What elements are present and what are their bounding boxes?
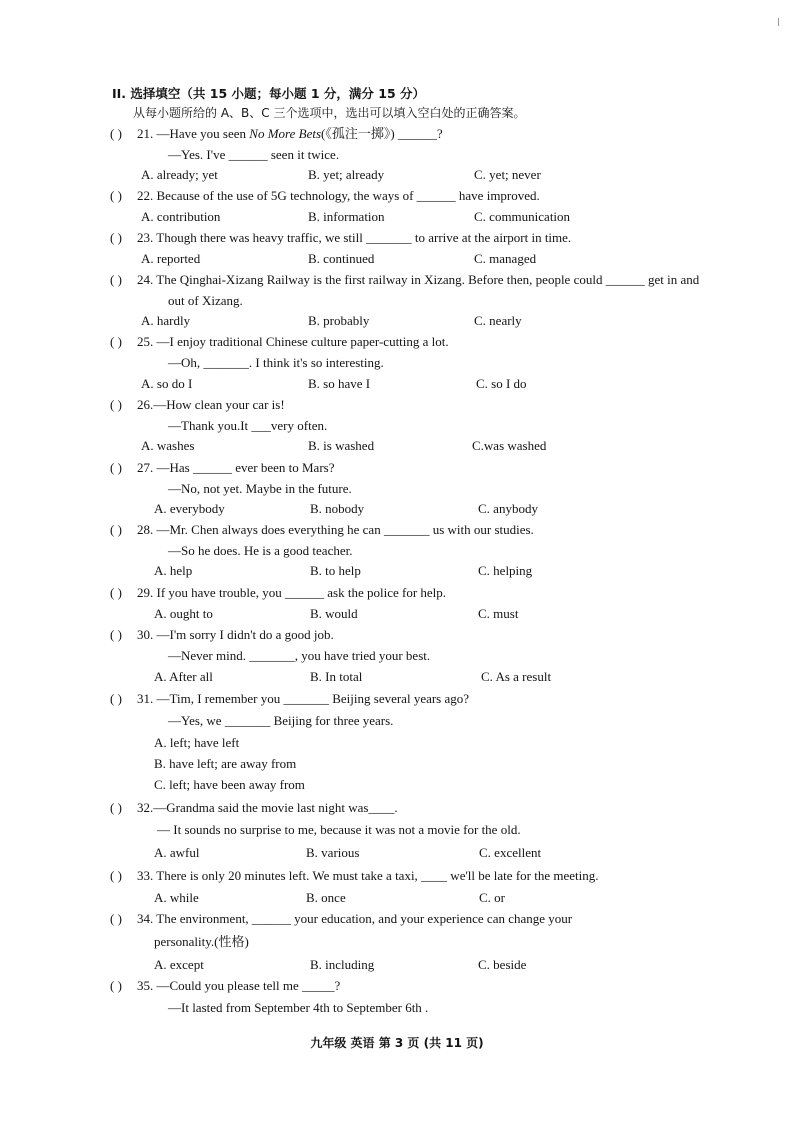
question-stem: 25. —I enjoy traditional Chinese culture paper-cutting a lot.	[137, 334, 449, 349]
answer-blank[interactable]: ( )	[110, 911, 122, 926]
answer-blank[interactable]: ( )	[110, 585, 122, 600]
option-b[interactable]: B. have left; are away from	[154, 756, 297, 771]
question-reply: — It sounds no surprise to me, because it was not a movie for the old.	[157, 822, 521, 837]
question-stem-cont: personality.(性格)	[154, 934, 249, 949]
question-reply: —It lasted from September 4th to September 6th .	[168, 1000, 429, 1015]
option-c[interactable]: C. beside	[478, 957, 527, 972]
answer-blank[interactable]: ( )	[110, 272, 122, 287]
question-stem: 34. The environment, ______ your education, and your experience can change your	[137, 911, 573, 926]
corner-mark	[778, 18, 779, 26]
option-c[interactable]: C. excellent	[479, 845, 542, 860]
question-reply: —Oh, _______. I think it's so interesting.	[168, 355, 384, 370]
stem-text: 21. —Have you seen	[137, 126, 250, 141]
option-a[interactable]: A. hardly	[141, 313, 191, 328]
question-stem: 26.—How clean your car is!	[137, 397, 285, 412]
option-c[interactable]: C. so I do	[476, 376, 527, 391]
option-c[interactable]: C. communication	[474, 209, 571, 224]
question-reply: —Never mind. _______, you have tried your best.	[168, 648, 431, 663]
question-reply: —Yes, we _______ Beijing for three years.	[168, 713, 394, 728]
option-a[interactable]: A. After all	[154, 669, 213, 684]
section-heading: II. 选择填空（共 15 小题；每小题 1 分，满分 15 分）	[112, 86, 426, 101]
option-b[interactable]: B. yet; already	[308, 167, 385, 182]
option-a[interactable]: A. reported	[141, 251, 201, 266]
option-b[interactable]: B. so have I	[308, 376, 371, 391]
answer-blank[interactable]: ( )	[110, 334, 122, 349]
option-a[interactable]: A. ought to	[154, 606, 213, 621]
answer-blank[interactable]: ( )	[110, 868, 122, 883]
question-reply: —Yes. I've ______ seen it twice.	[168, 147, 340, 162]
option-c[interactable]: C. yet; never	[474, 167, 541, 182]
option-b[interactable]: B. In total	[310, 669, 363, 684]
option-a[interactable]: A. washes	[141, 438, 195, 453]
option-b[interactable]: B. is washed	[308, 438, 375, 453]
answer-blank[interactable]: ( )	[110, 800, 122, 815]
option-b[interactable]: B. including	[310, 957, 375, 972]
option-a[interactable]: A. contribution	[141, 209, 221, 224]
question-stem: 32.—Grandma said the movie last night was____.	[137, 800, 398, 815]
option-a[interactable]: A. except	[154, 957, 204, 972]
question-stem: 22. Because of the use of 5G technology, the ways of ______ have improved.	[137, 188, 540, 203]
option-c[interactable]: C. managed	[474, 251, 537, 266]
option-b[interactable]: B. probably	[308, 313, 370, 328]
option-a[interactable]: A. left; have left	[154, 735, 240, 750]
answer-blank[interactable]: ( )	[110, 691, 122, 706]
question-stem: 23. Though there was heavy traffic, we still _______ to arrive at the airport in time.	[137, 230, 572, 245]
question-stem-cont: out of Xizang.	[168, 293, 243, 308]
question-stem: 28. —Mr. Chen always does everything he can _______ us with our studies.	[137, 522, 534, 537]
question-stem: 27. —Has ______ ever been to Mars?	[137, 460, 335, 475]
option-c[interactable]: C.was washed	[472, 438, 547, 453]
option-a[interactable]: A. everybody	[154, 501, 225, 516]
option-a[interactable]: A. so do I	[141, 376, 193, 391]
question-stem: 33. There is only 20 minutes left. We must take a taxi, ____ we'll be late for the meeting.	[137, 868, 599, 883]
answer-blank[interactable]: ( )	[110, 978, 122, 993]
option-c[interactable]: C. must	[478, 606, 519, 621]
movie-title: No More Bets	[249, 126, 322, 141]
option-c[interactable]: C. left; have been away from	[154, 777, 305, 792]
option-c[interactable]: C. nearly	[474, 313, 522, 328]
section-instruction: 从每小题所给的 A、B、C 三个选项中，选出可以填入空白处的正确答案。	[133, 106, 526, 120]
answer-blank[interactable]: ( )	[110, 188, 122, 203]
question-stem: 31. —Tim, I remember you _______ Beijing several years ago?	[137, 691, 470, 706]
question-stem: 29. If you have trouble, you ______ ask the police for help.	[137, 585, 447, 600]
question-stem: 30. —I'm sorry I didn't do a good job.	[137, 627, 334, 642]
option-c[interactable]: C. or	[479, 890, 505, 905]
answer-blank[interactable]: ( )	[110, 230, 122, 245]
answer-blank[interactable]: ( )	[110, 627, 122, 642]
option-b[interactable]: B. to help	[310, 563, 361, 578]
option-a[interactable]: A. while	[154, 890, 199, 905]
question-reply: —No, not yet. Maybe in the future.	[168, 481, 352, 496]
answer-blank[interactable]: ( )	[110, 522, 122, 537]
question-reply: —So he does. He is a good teacher.	[168, 543, 353, 558]
option-c[interactable]: C. As a result	[481, 669, 552, 684]
option-b[interactable]: B. would	[310, 606, 358, 621]
question-stem: 35. —Could you please tell me _____?	[137, 978, 341, 993]
option-c[interactable]: C. helping	[478, 563, 533, 578]
stem-text-rest: (《孤注一掷》) ______?	[321, 126, 443, 141]
answer-blank[interactable]: ( )	[110, 126, 122, 141]
option-b[interactable]: B. information	[308, 209, 385, 224]
option-a[interactable]: A. awful	[154, 845, 200, 860]
question-reply: —Thank you.It ___very often.	[168, 418, 328, 433]
page-footer: 九年级 英语 第 3 页 (共 11 页)	[310, 1036, 484, 1050]
option-c[interactable]: C. anybody	[478, 501, 538, 516]
option-b[interactable]: B. nobody	[310, 501, 365, 516]
answer-blank[interactable]: ( )	[110, 460, 122, 475]
question-stem	[137, 126, 443, 142]
option-b[interactable]: B. once	[306, 890, 346, 905]
option-b[interactable]: B. continued	[308, 251, 375, 266]
option-a[interactable]: A. help	[154, 563, 193, 578]
option-a[interactable]: A. already; yet	[141, 167, 218, 182]
answer-blank[interactable]: ( )	[110, 397, 122, 412]
question-stem: 24. The Qinghai-Xizang Railway is the first railway in Xizang. Before then, people could ______ get in and	[137, 272, 700, 287]
option-b[interactable]: B. various	[306, 845, 360, 860]
